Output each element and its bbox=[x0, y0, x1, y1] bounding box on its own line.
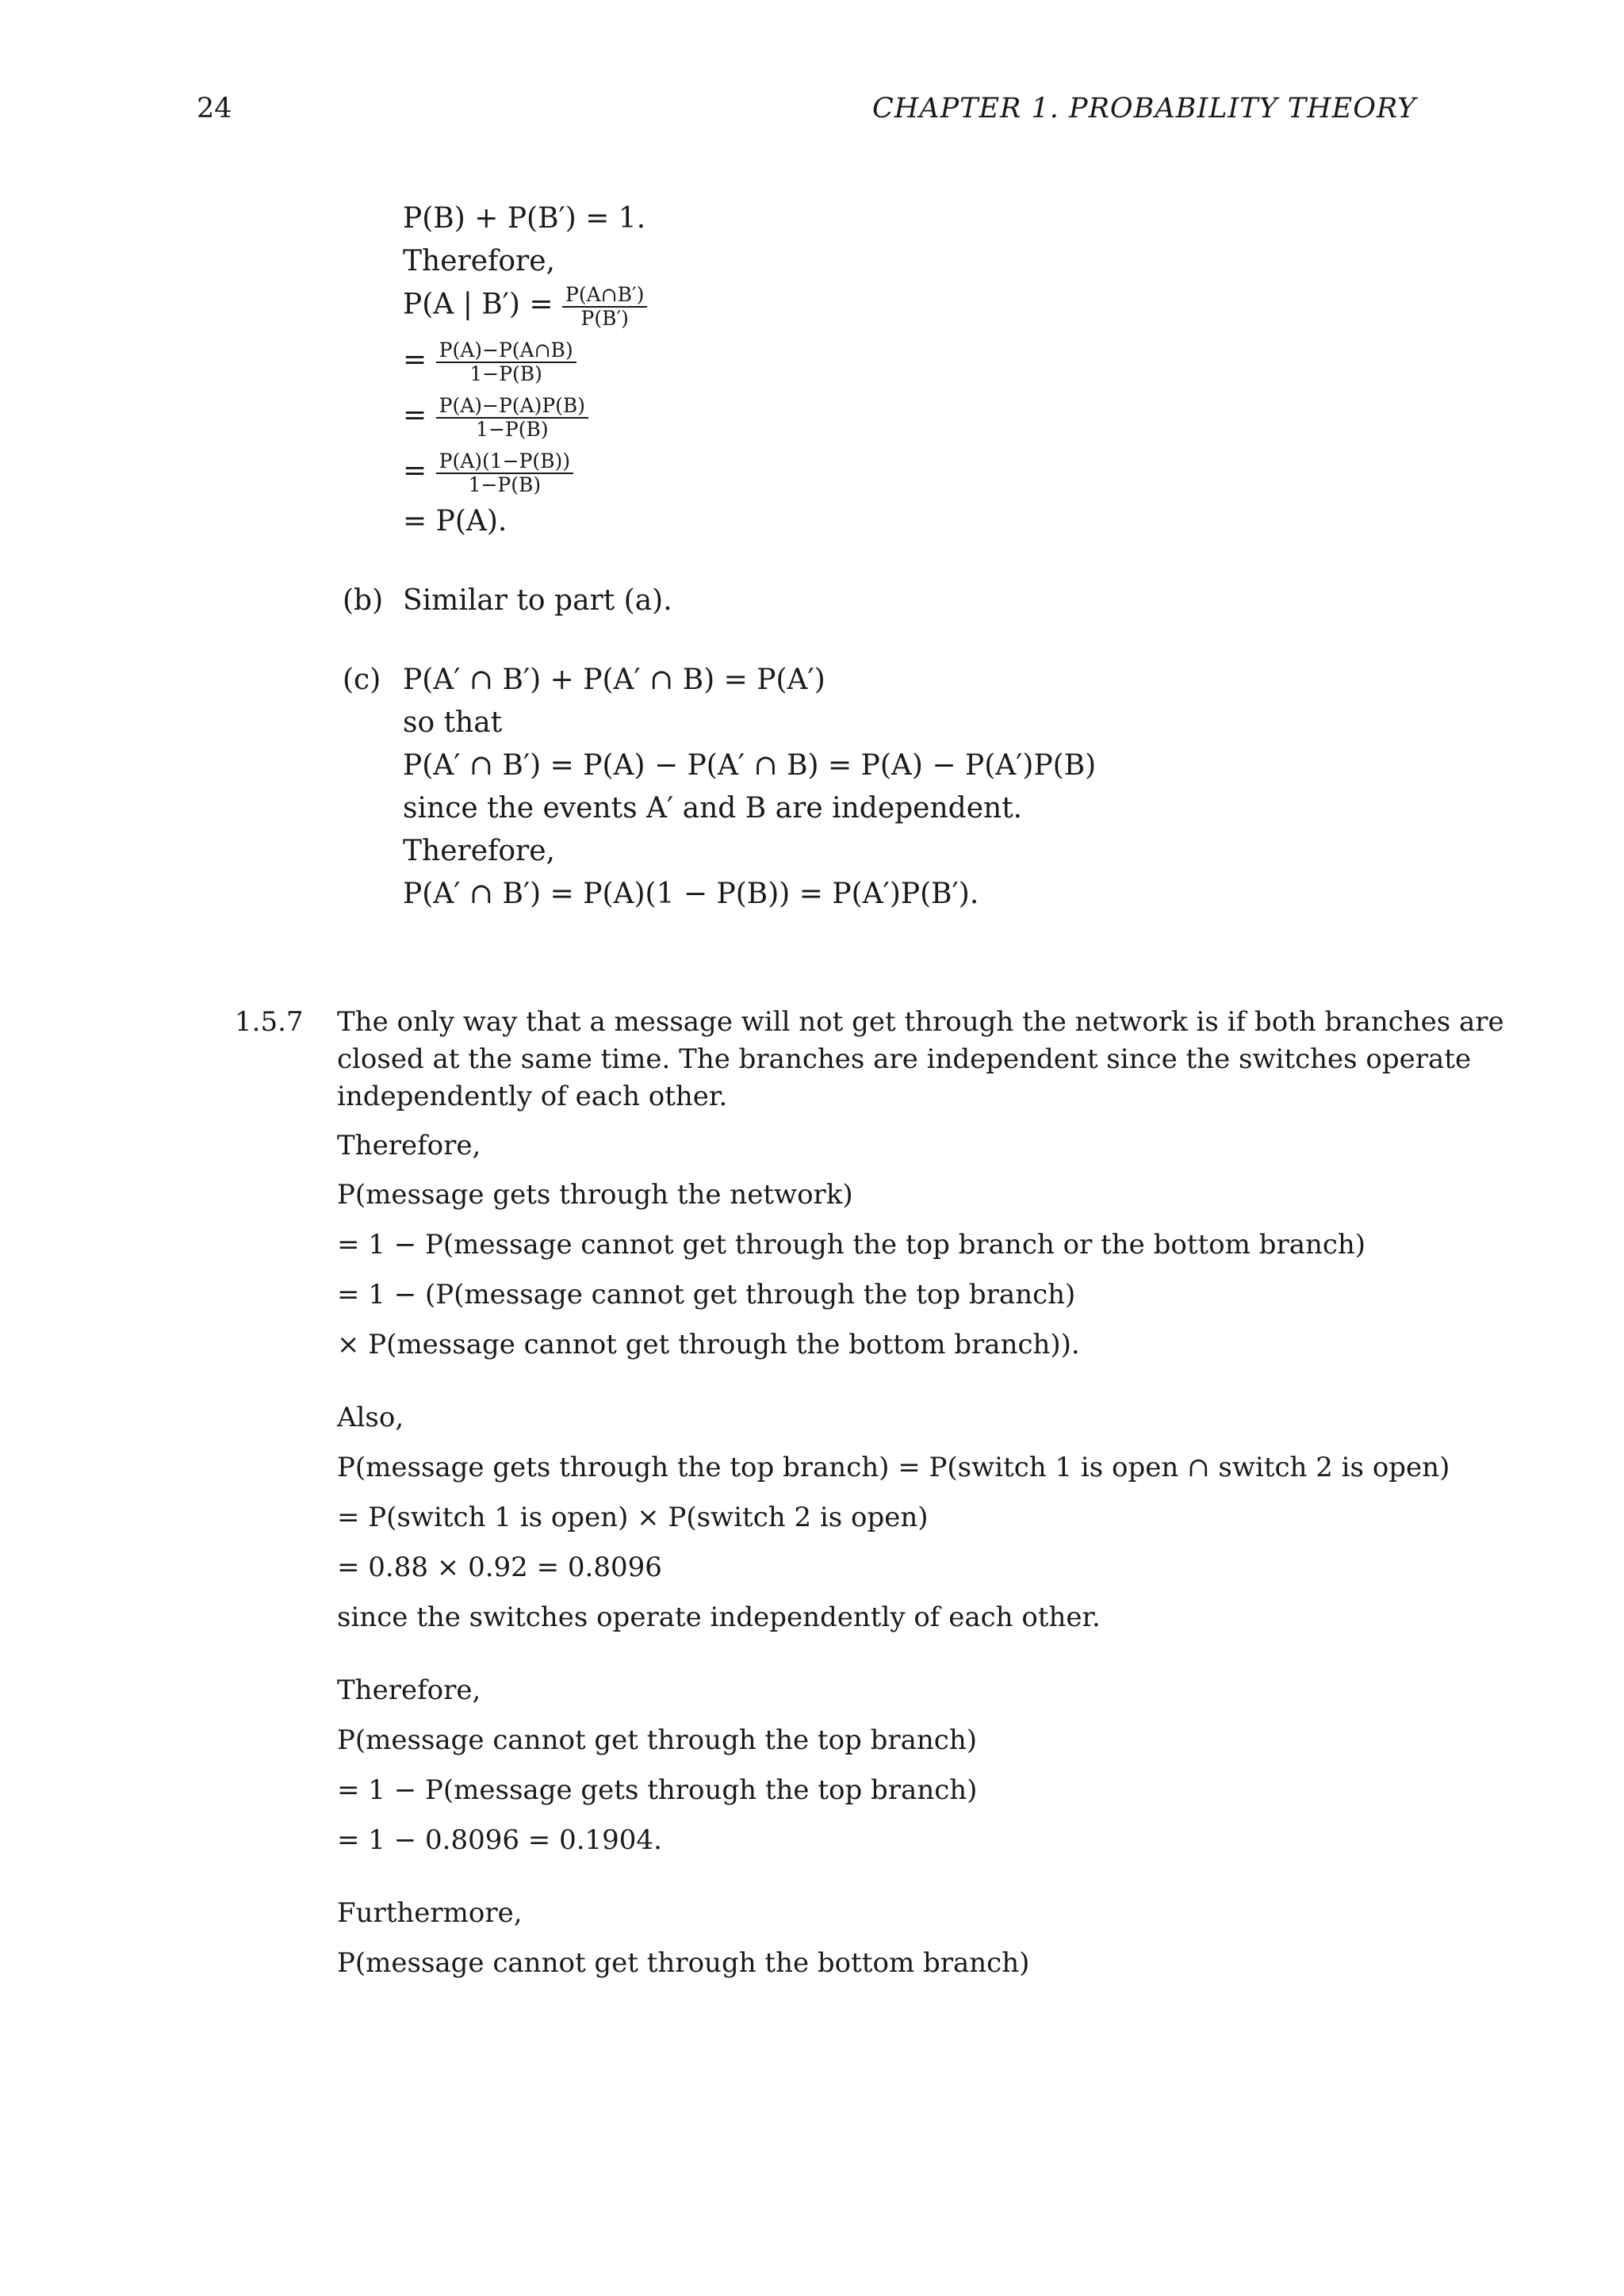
fraction-4 bbox=[436, 450, 573, 496]
paragraph-line: The only way that a message will not get through the network is if both branches are bbox=[337, 1006, 1504, 1038]
paragraph-line: Furthermore, bbox=[337, 1897, 523, 1929]
paragraph-line: Therefore, bbox=[337, 1674, 481, 1706]
equation-line: × P(message cannot get through the bottom branch)). bbox=[337, 1329, 1080, 1360]
part-b-text: Similar to part (a). bbox=[403, 584, 672, 617]
part-c-line-4: since the events A′ and B are independent. bbox=[403, 792, 1023, 825]
equation-line: P(message cannot get through the top branch) bbox=[337, 1724, 978, 1756]
fraction-2 bbox=[436, 339, 576, 385]
paragraph-line: independently of each other. bbox=[337, 1081, 728, 1112]
part-a-line-3-lhs: P(A | B′) = bbox=[403, 288, 553, 321]
part-a-line-3 bbox=[403, 284, 647, 329]
equation-line: = 1 − P(message cannot get through the top branch or the bottom branch) bbox=[337, 1229, 1366, 1261]
fraction-3-denominator: 1−P(B) bbox=[476, 417, 549, 441]
part-a-line-7: = P(A). bbox=[403, 505, 508, 538]
equation-line: P(message cannot get through the bottom branch) bbox=[337, 1947, 1030, 1979]
part-c-line-5: Therefore, bbox=[403, 835, 555, 867]
part-c-line-6: P(A′ ∩ B′) = P(A)(1 − P(B)) = P(A′)P(B′). bbox=[403, 878, 979, 910]
part-c-line-3: P(A′ ∩ B′) = P(A) − P(A′ ∩ B) = P(A) − P(A′)P(B) bbox=[403, 749, 1097, 782]
part-b-label: (b) bbox=[343, 584, 384, 617]
part-a-line-5 bbox=[403, 395, 588, 440]
equals-sign: = bbox=[403, 343, 427, 377]
problem-number: 1.5.7 bbox=[235, 1006, 304, 1038]
equation-line: = P(switch 1 is open) × P(switch 2 is open) bbox=[337, 1502, 929, 1533]
part-a-line-1: P(B) + P(B′) = 1. bbox=[403, 202, 646, 235]
paragraph-line: closed at the same time. The branches are independent since the switches operate bbox=[337, 1043, 1472, 1075]
fraction-1-denominator: P(B′) bbox=[580, 306, 629, 330]
page-number: 24 bbox=[197, 93, 232, 124]
part-a-line-6 bbox=[403, 450, 573, 496]
part-c-label: (c) bbox=[343, 664, 381, 696]
paragraph-line: since the switches operate independently of each other. bbox=[337, 1601, 1101, 1633]
part-c-line-1: P(A′ ∩ B′) + P(A′ ∩ B) = P(A′) bbox=[403, 664, 825, 696]
fraction-2-denominator: 1−P(B) bbox=[469, 362, 542, 385]
fraction-2-numerator: P(A)−P(A∩B) bbox=[436, 339, 576, 363]
fraction-1-numerator: P(A∩B′) bbox=[562, 284, 647, 308]
fraction-3 bbox=[436, 395, 588, 440]
equation-line: P(message gets through the network) bbox=[337, 1179, 853, 1211]
running-header: CHAPTER 1. PROBABILITY THEORY bbox=[872, 93, 1417, 124]
equals-sign: = bbox=[403, 399, 427, 432]
fraction-3-numerator: P(A)−P(A)P(B) bbox=[436, 395, 588, 419]
equation-line: = 0.88 × 0.92 = 0.8096 bbox=[337, 1552, 662, 1583]
equation-line: = 1 − (P(message cannot get through the top branch) bbox=[337, 1279, 1076, 1311]
fraction-1 bbox=[562, 284, 647, 329]
fraction-4-denominator: 1−P(B) bbox=[468, 473, 542, 496]
part-a-line-2: Therefore, bbox=[403, 245, 555, 277]
paragraph-line: Also, bbox=[337, 1402, 404, 1433]
part-c-line-2: so that bbox=[403, 706, 503, 739]
equals-sign: = bbox=[403, 454, 427, 488]
fraction-4-numerator: P(A)(1−P(B)) bbox=[436, 450, 573, 474]
equation-line: = 1 − P(message gets through the top branch) bbox=[337, 1774, 978, 1806]
equation-line: P(message gets through the top branch) = P(switch 1 is open ∩ switch 2 is open) bbox=[337, 1452, 1450, 1483]
part-a-line-4 bbox=[403, 339, 576, 385]
equation-line: = 1 − 0.8096 = 0.1904. bbox=[337, 1824, 662, 1856]
paragraph-line: Therefore, bbox=[337, 1130, 481, 1161]
